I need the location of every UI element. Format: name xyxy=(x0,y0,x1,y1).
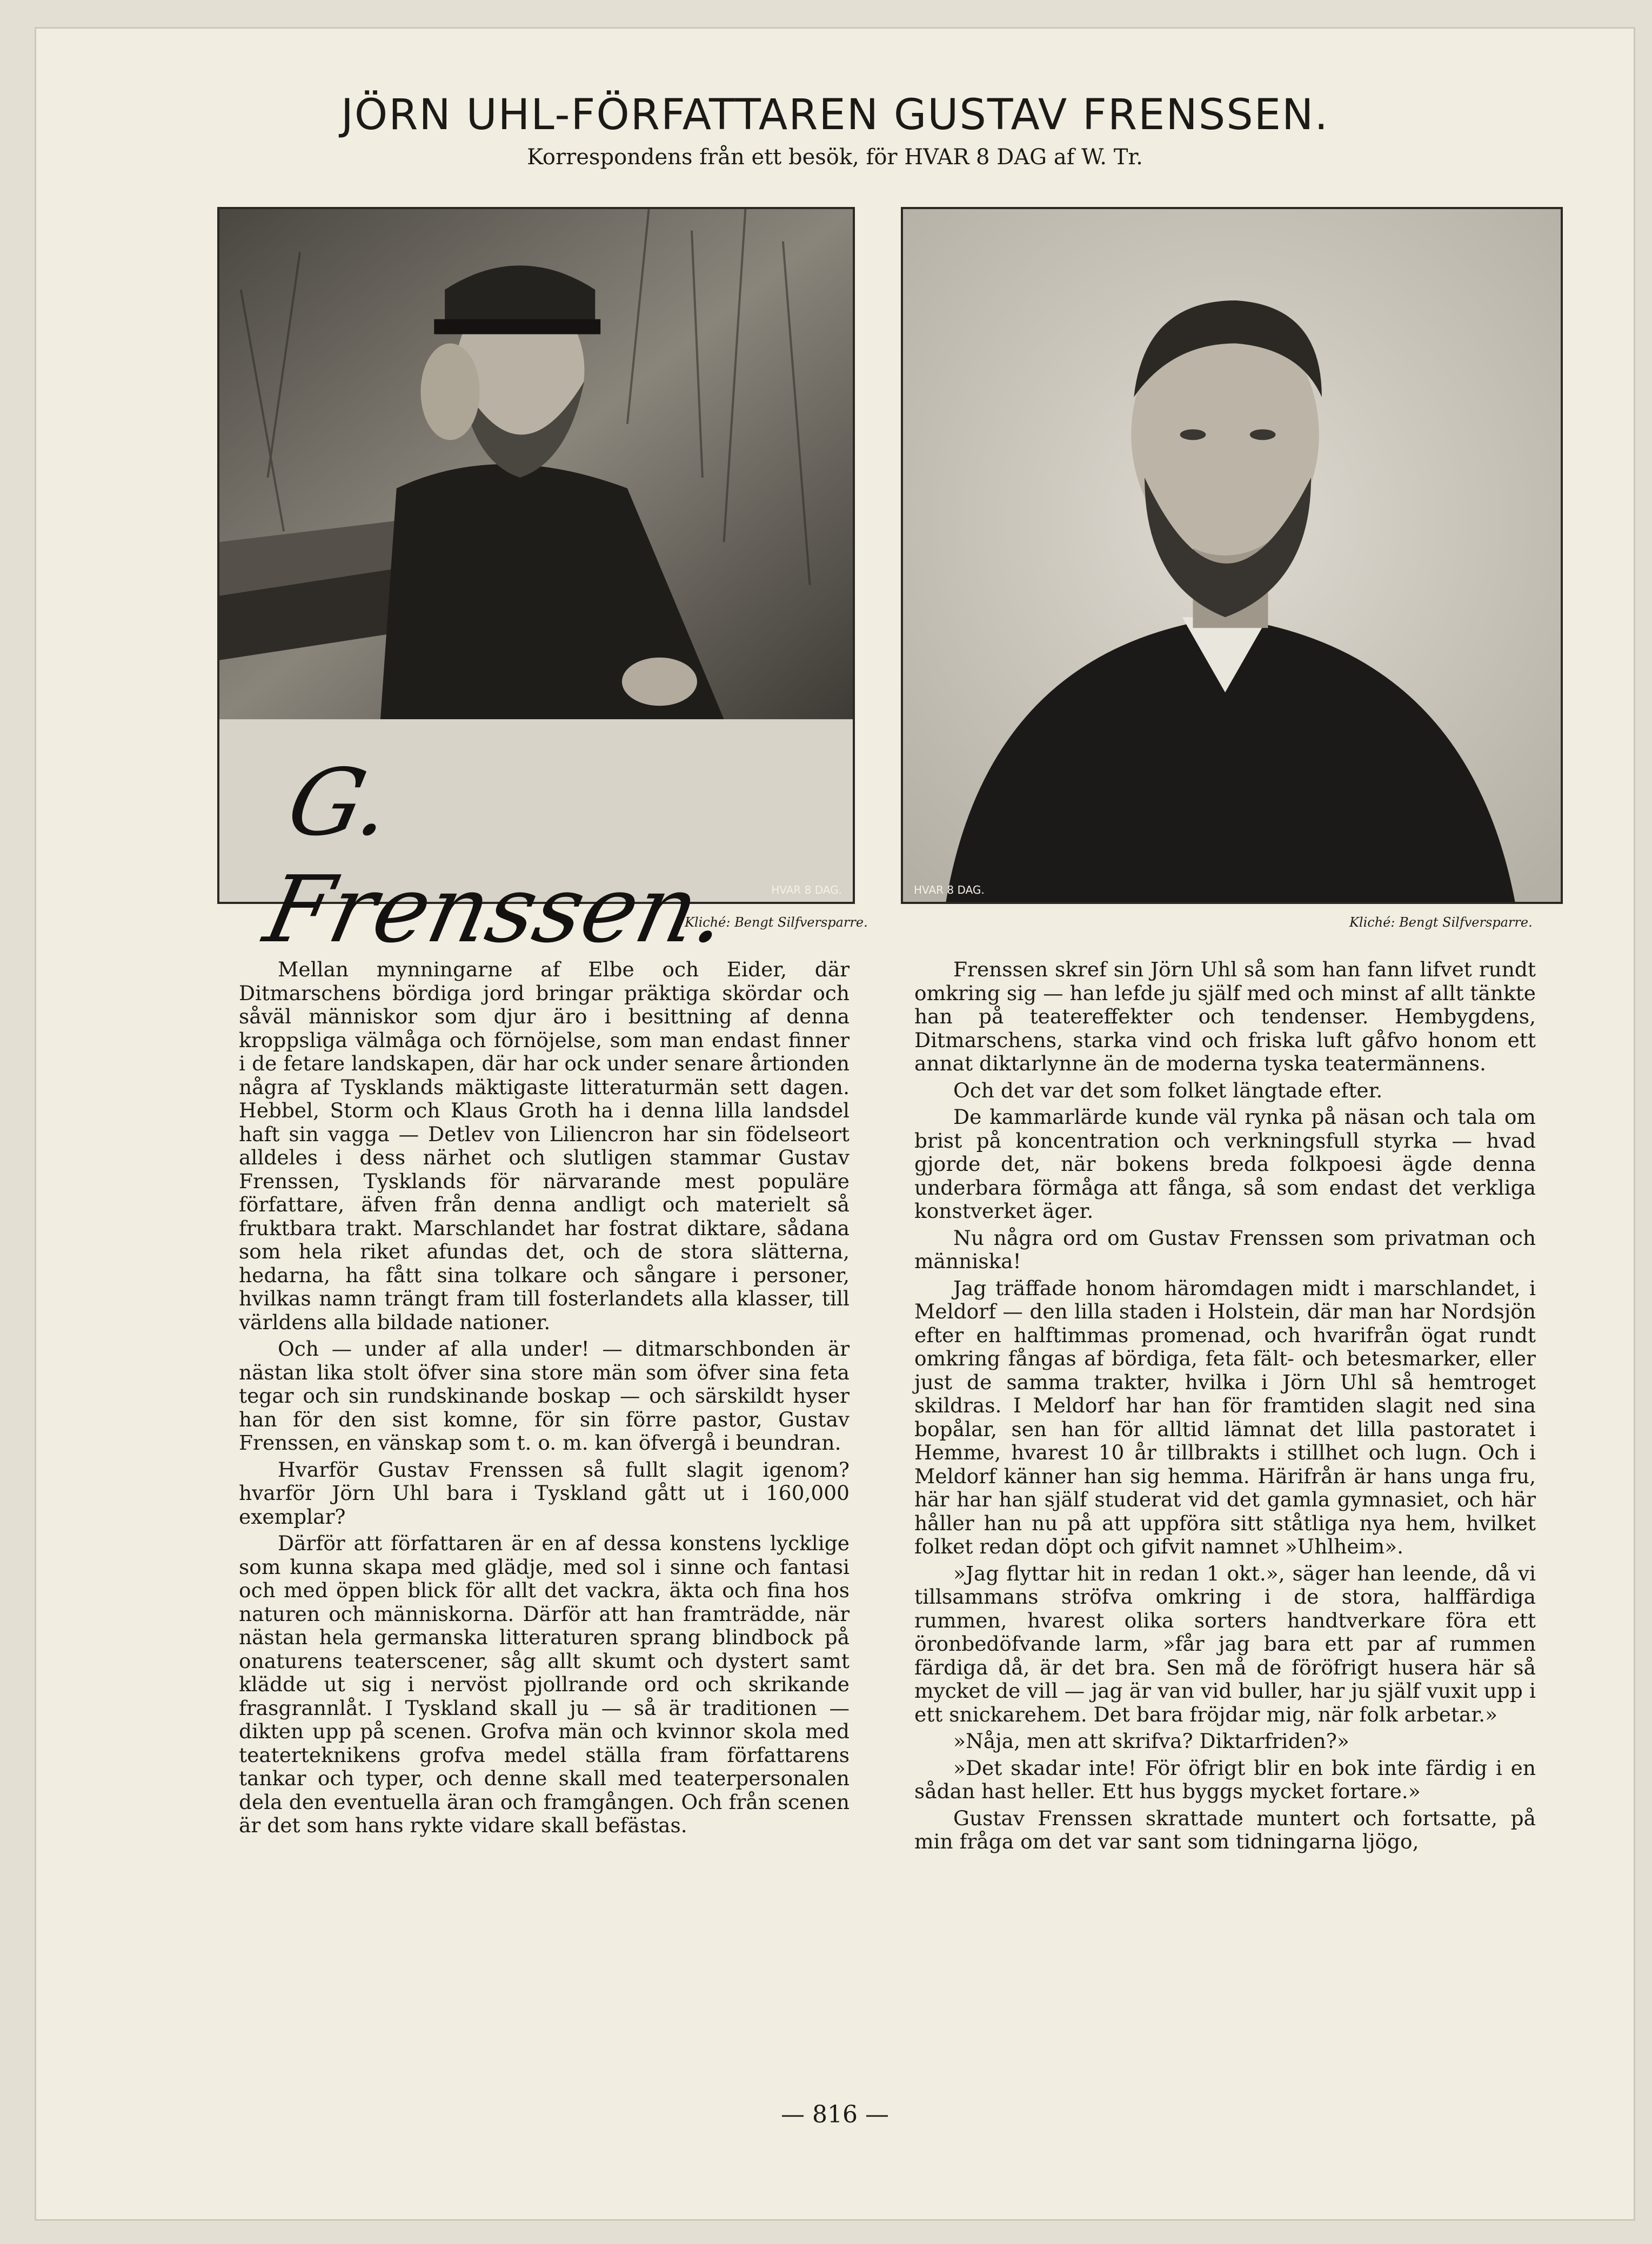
portrait-studio-image xyxy=(903,209,1561,902)
paragraph: Frenssen skref sin Jörn Uhl så som han fann lifvet rundt omkring sig — han lefde ju själf med och minst af allt tänkte han på teatereffekter och tendenser. Hembygdens, Ditmarschens, starka vind och friska luft gåfvo honom ett annat diktarlynne än de moderna tyska teatermännens. xyxy=(914,957,1536,1075)
page-number: — 816 — xyxy=(781,2101,889,2128)
paragraph: De kammarlärde kunde väl rynka på näsan och tala om brist på koncentration och verkningsfull styrka — hvad gjorde det, när bokens breda folkpoesi ägde denna underbara förmåga att fånga, så som endast det verkliga konstverket äger. xyxy=(914,1105,1536,1223)
paragraph: »Jag flyttar hit in redan 1 okt.», säger han leende, då vi tillsammans ströfva omkring i de stora, halffärdiga rummen, hvarest olika sorters handtverkare föra ett öronbedöfvande larm, »får jag bara ett par af rummen färdiga då, är det bra. Sen må de föröfrigt husera här så mycket de vill — jag är van vid buller, har ju själf vuxit upp i ett snickarehem. Det bara fröjdar mig, när folk arbetar.» xyxy=(914,1561,1536,1726)
signature-g-frenssen: G. Frenssen. xyxy=(256,749,737,963)
paragraph: Därför att författaren är en af dessa konstens lycklige som kunna skapa med glädje, med sol i sinne och fantasi och med öppen blick för allt det vackra, äkta och fina hos naturen och människorna. Därför att han framträdde, när nästan hela germanska litteraturen sprang blindbock på onaturens teaterscener, såg allt skumt och dystert samt klädde ut sig i nervöst pjollrande ord och skrikande frasgrannlåt. I Tyskland skall ju — så är traditionen — dikten upp på scenen. Grofva män och kvinnor skola med teaterteknikens grofva medel ställa fram författarens tankar och typer, och denne skall med teaterpersonalen dela den eventuella äran och framgången. Och från scenen är det som hans rykte vidare skall befästas. xyxy=(239,1531,850,1837)
paragraph: Och — under af alla under! — ditmarschbonden är nästan lika stolt öfver sina store män som öfver sina feta tegar och sin rundskinande boskap — och särskildt hyser han för den sist komne, för sin förre pastor, Gustav Frenssen, en vänskap som t. o. m. kan öfvergå i beundran. xyxy=(239,1337,850,1455)
paragraph: Mellan mynningarne af Elbe och Eider, där Ditmarschens bördiga jord bringar präktiga skördar och såväl människor som djur äro i besittning af denna kroppsliga välmåga och förnöjelse, som man endast finner i de fetare landskapen, där har ock under senare årtionden några af Tysklands mäktigaste litteraturmän sett dagen. Hebbel, Storm och Klaus Groth ha i denna lilla landsdel haft sin vagga — Detlev von Liliencron har sin födelseort alldeles i dess närhet och slutligen stammar Gustav Frenssen, Tysklands för närvarande mest populäre författare, äfven från denna andligt och materielt så fruktbara trakt. Marschlandet har fostrat diktare, sådana som hela riket afundas det, och de stora slätterna, hedarna, ha fått sina tolkare och sångare i personer, hvilkas namn trängt fram till fosterlandets alla klasser, till världens alla bildade nationer. xyxy=(239,957,850,1334)
paragraph: Jag träffade honom häromdagen midt i marschlandet, i Meldorf — den lilla staden i Holstein, där man har Nordsjön efter en halftimmas promenad, och hvarifrån ögat rundt omkring fångas af bördiga, feta fält- och betesmarker, eller just de samma trakter, hvilka i Jörn Uhl så hemtroget skildras. I Meldorf har han för framtiden slagit ned sina bopålar, sen han för alltid lämnat det lilla pastoratet i Hemme, hvarest 10 år tillbrakts i stillhet och lugn. Och i Meldorf känner han sig hemma. Härifrån är hans unga fru, här har han själf studerat vid det gamla gymnasiet, och här håller han nu på att uppföra sitt ståtliga nya hem, hvilket folket redan döpt och gifvit namnet »Uhlheim». xyxy=(914,1276,1536,1558)
watermark-left: HVAR 8 DAG. xyxy=(771,883,842,896)
photo-credit-left: Kliché: Bengt Silfversparre. xyxy=(685,915,868,930)
paragraph: »Det skadar inte! För öfrigt blir en bok inte färdig i en sådan hast heller. Ett hus byggs mycket fortare.» xyxy=(914,1756,1536,1803)
portrait-photo-studio xyxy=(901,207,1563,904)
magazine-page xyxy=(35,27,1635,2221)
photo-credit-right: Kliché: Bengt Silfversparre. xyxy=(1349,915,1533,930)
article-subtitle: Korrespondens från ett besök, för HVAR 8 DAG af W. Tr. xyxy=(527,145,1143,170)
watermark-right: HVAR 8 DAG. xyxy=(914,883,985,896)
article-column-right xyxy=(914,958,1536,1857)
paragraph: »Nåja, men att skrifva? Diktarfriden?» xyxy=(953,1729,1349,1753)
paragraph: Nu några ord om Gustav Frenssen som privatman och människa! xyxy=(914,1225,1536,1273)
paragraph: Hvarför Gustav Frenssen så fullt slagit igenom? hvarför Jörn Uhl bara i Tyskland gått ut i 160,000 exemplar? xyxy=(239,1457,850,1529)
article-column-left xyxy=(239,958,850,1841)
article-title: JÖRN UHL-FÖRFATTAREN GUSTAV FRENSSEN. xyxy=(340,91,1329,139)
paragraph: Gustav Frenssen skrattade muntert och fortsatte, på min fråga om det var sant som tidningarna ljögo, xyxy=(914,1806,1536,1853)
paragraph: Och det var det som folket längtade efter. xyxy=(953,1078,1383,1102)
